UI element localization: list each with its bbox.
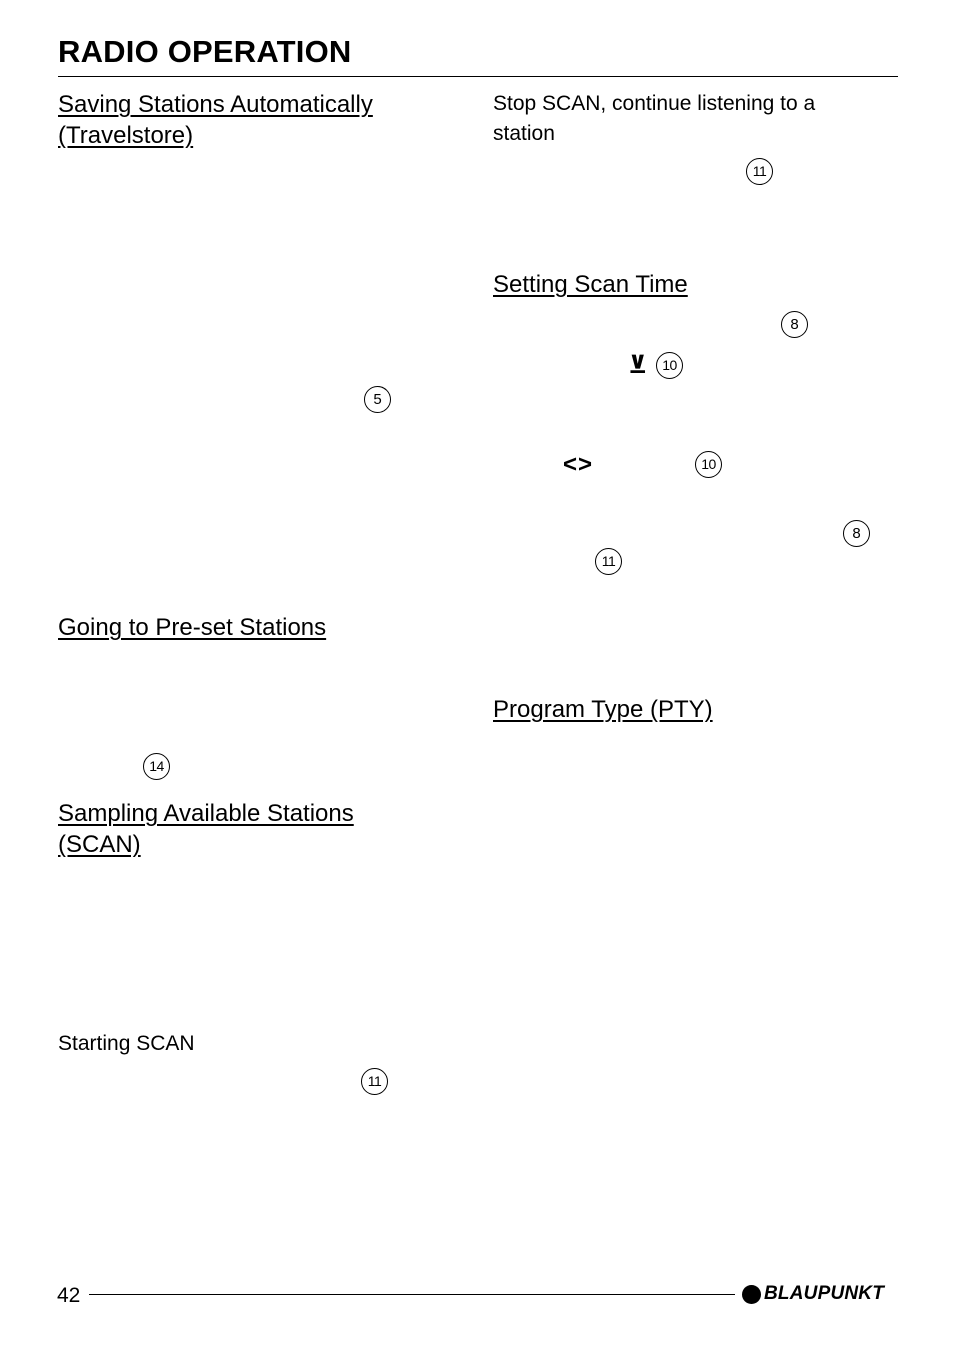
key-ref-10: 10: [656, 352, 683, 379]
heading-preset-stations: Going to Pre-set Stations: [58, 614, 327, 641]
brand-name: BLAUPUNKT: [764, 1283, 885, 1304]
heading-scan-line2: (SCAN): [58, 831, 141, 858]
key-ref-11: 11: [746, 158, 773, 185]
heading-program-type: Program Type (PTY): [493, 696, 713, 723]
page-number: 42: [57, 1284, 81, 1307]
subheading-stop-scan-line2: station: [493, 122, 555, 145]
key-ref-11: 11: [361, 1068, 388, 1095]
heading-travelstore-line1: Saving Stations Automatically: [58, 91, 373, 118]
page-title: RADIO OPERATION: [58, 34, 352, 69]
heading-scan-line1: Sampling Available Stations: [58, 800, 354, 827]
subheading-stop-scan-line1: Stop SCAN, continue listening to a: [493, 92, 816, 115]
key-ref-8: 8: [781, 311, 808, 338]
title-divider: [58, 76, 898, 77]
heading-travelstore-line2: (Travelstore): [58, 122, 194, 149]
key-ref-11: 11: [595, 548, 622, 575]
subheading-starting-scan: Starting SCAN: [58, 1032, 195, 1055]
arrow-down-icon: ⊻: [628, 352, 648, 379]
brand-logo: [742, 1281, 884, 1307]
key-ref-14: 14: [143, 753, 170, 780]
key-ref-8: 8: [843, 520, 870, 547]
heading-scan-time: Setting Scan Time: [493, 271, 688, 298]
brand-dot-icon: [742, 1285, 761, 1304]
key-ref-10: 10: [695, 451, 722, 478]
arrows-left-right-icon: <>: [563, 451, 594, 478]
key-ref-5: 5: [364, 386, 391, 413]
footer-divider: [89, 1294, 735, 1295]
